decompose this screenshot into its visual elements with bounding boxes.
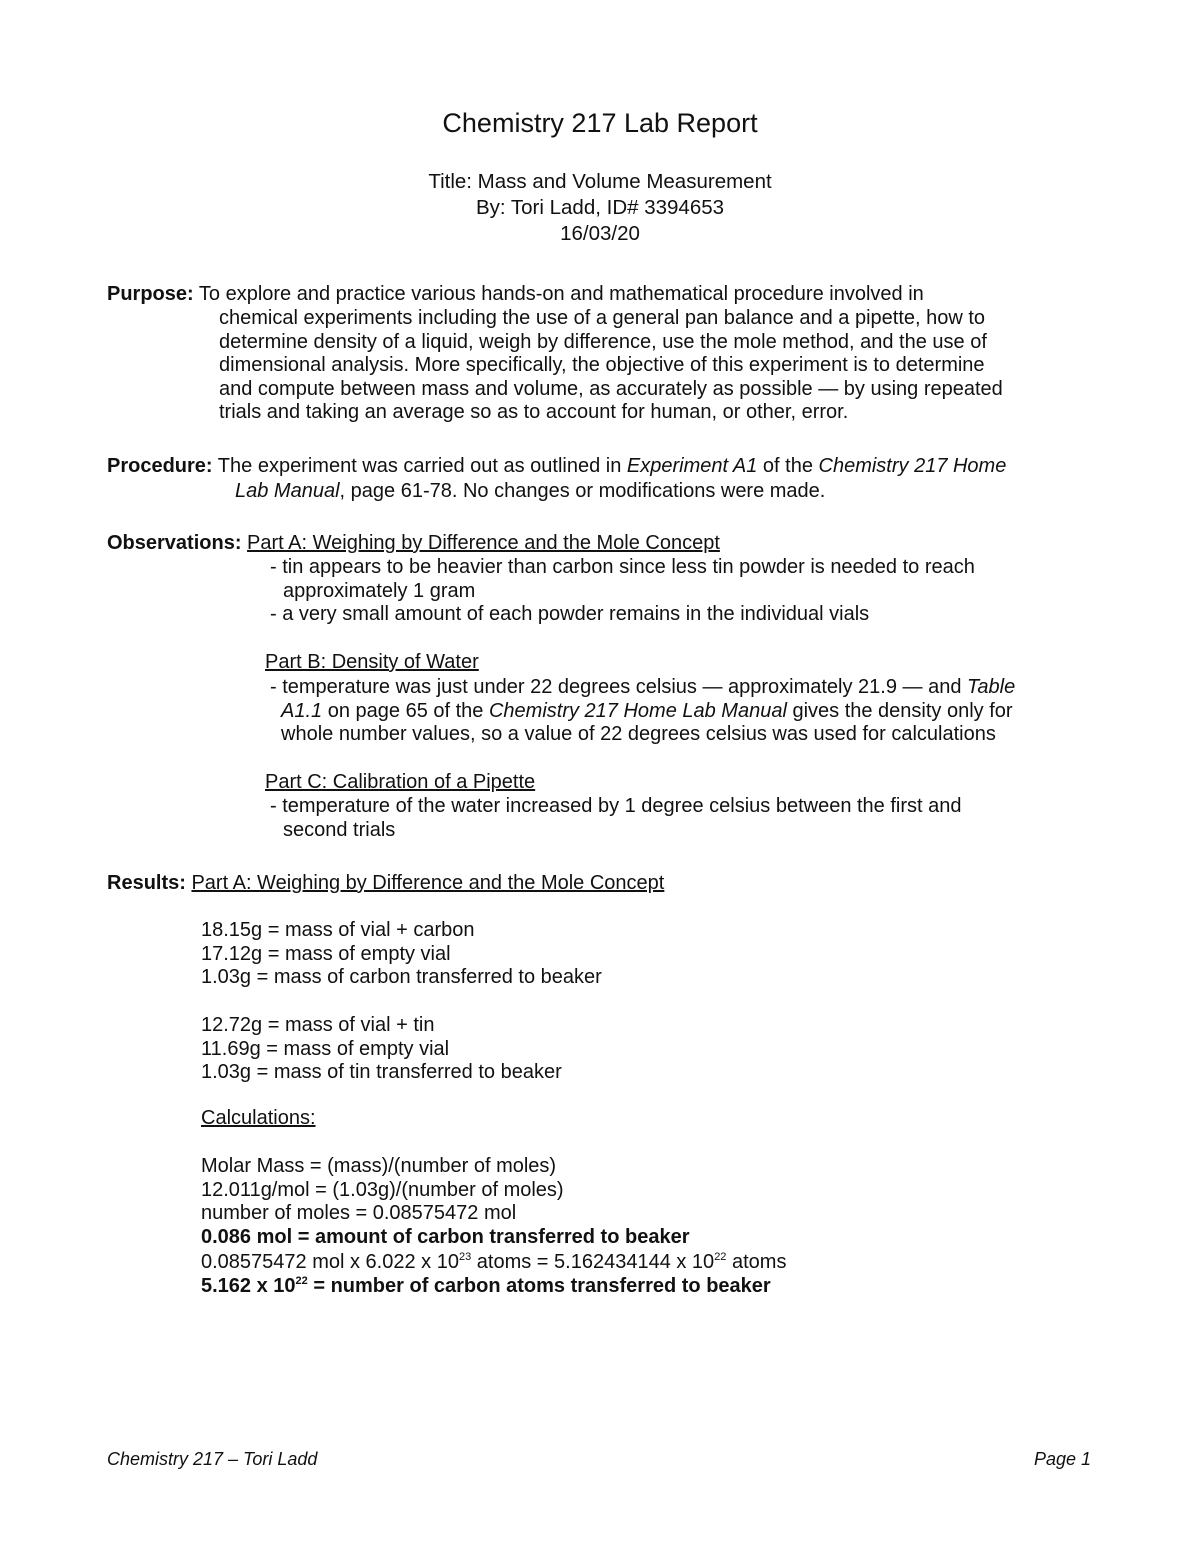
calculation-text: 0.08575472 mol x 6.022 x 10 bbox=[201, 1251, 459, 1274]
purpose-line: dimensional analysis. More specifically, the objective of this experiment is to determine bbox=[219, 354, 985, 377]
measurement-line: 18.15g = mass of vial + carbon bbox=[201, 919, 475, 941]
purpose-continuation bbox=[219, 307, 1003, 425]
measurement-line: 17.12g = mass of empty vial bbox=[201, 942, 451, 965]
procedure-section bbox=[107, 455, 1006, 479]
calculation-text: atoms = 5.162434144 x 10 bbox=[471, 1251, 715, 1274]
purpose-section bbox=[107, 283, 924, 307]
observation-part-b-heading bbox=[265, 651, 479, 675]
observation-part-c-list bbox=[270, 795, 962, 842]
exponent: 22 bbox=[295, 1274, 308, 1287]
observation-item: - temperature of the water increased by 1 degree celsius between the first and bbox=[270, 795, 962, 817]
result-text: = number of carbon atoms transferred to beaker bbox=[307, 1274, 771, 1297]
author-line: By: Tori Ladd, ID# 3394653 bbox=[475, 196, 725, 219]
calculation-line: 12.011g/mol = (1.03g)/(number of moles) bbox=[201, 1178, 564, 1201]
page-number: Page 1 bbox=[1033, 1449, 1091, 1469]
exponent: 22 bbox=[714, 1251, 727, 1264]
calculations bbox=[201, 1155, 786, 1299]
calculations-title: Calculations: bbox=[201, 1107, 316, 1129]
calculation-line: Molar Mass = (mass)/(number of moles) bbox=[201, 1155, 557, 1177]
observation-item: - tin appears to be heavier than carbon since less tin powder is needed to reach bbox=[270, 556, 975, 578]
measurement-line: 11.69g = mass of empty vial bbox=[201, 1037, 450, 1060]
purpose-line: chemical experiments including the use of a general pan balance and a pipette, how to bbox=[219, 307, 986, 329]
observation-text: - temperature was just under 22 degrees celsius — approximately 21.9 — and bbox=[270, 676, 968, 698]
procedure-text: The experiment was carried out as outlined in bbox=[217, 455, 627, 477]
results-section bbox=[107, 872, 664, 896]
table-reference: A1.1 bbox=[281, 699, 323, 722]
calculations-heading bbox=[201, 1107, 316, 1131]
report-title: Chemistry 217 Lab Report bbox=[442, 108, 758, 138]
results-part-a-heading: Part A: Weighing by Difference and the Mole Concept bbox=[191, 872, 665, 894]
purpose-line: determine density of a liquid, weigh by difference, use the mole method, and the use of bbox=[219, 330, 987, 353]
procedure-label: Procedure: bbox=[107, 455, 213, 477]
purpose-line: and compute between mass and volume, as accurately as possible — by using repeated bbox=[219, 377, 1003, 400]
procedure-continuation bbox=[235, 480, 825, 504]
results-label: Results: bbox=[107, 872, 186, 894]
observation-part-a-heading: Part A: Weighing by Difference and the Mole Concept bbox=[247, 532, 720, 554]
observation-part-c-heading bbox=[265, 771, 535, 795]
experiment-reference: Experiment A1 bbox=[626, 455, 758, 477]
procedure-text: of the bbox=[757, 455, 819, 477]
table-reference: Table bbox=[967, 676, 1016, 698]
carbon-measurements bbox=[201, 919, 602, 990]
observation-item: - a very small amount of each powder remains in the individual vials bbox=[270, 603, 870, 626]
atoms-calculation bbox=[201, 1251, 786, 1275]
atoms-result bbox=[201, 1275, 786, 1299]
result-text: 5.162 x 10 bbox=[201, 1274, 296, 1297]
observation-text: gives the density only for bbox=[786, 699, 1013, 722]
exponent: 23 bbox=[458, 1251, 472, 1264]
observation-item bbox=[270, 700, 1015, 724]
tin-measurements bbox=[201, 1014, 562, 1085]
report-subtitle: Title: Mass and Volume Measurement bbox=[428, 170, 772, 193]
observations-label: Observations: bbox=[107, 532, 242, 554]
observation-item: whole number values, so a value of 22 degrees celsius was used for calculations bbox=[281, 723, 996, 746]
measurement-line: 12.72g = mass of vial + tin bbox=[201, 1014, 435, 1036]
measurement-line: 1.03g = mass of tin transferred to beaker bbox=[201, 1061, 562, 1084]
measurement-line: 1.03g = mass of carbon transferred to beaker bbox=[201, 966, 602, 989]
observation-part-c-title: Part C: Calibration of a Pipette bbox=[265, 771, 536, 793]
procedure-text: , page 61-78. No changes or modifications were made. bbox=[339, 480, 826, 502]
calculation-line: number of moles = 0.08575472 mol bbox=[201, 1202, 517, 1225]
calculation-text: atoms bbox=[726, 1251, 787, 1274]
manual-reference: Chemistry 217 Home Lab Manual bbox=[488, 699, 787, 722]
moles-result: 0.086 mol = amount of carbon transferred to beaker bbox=[201, 1225, 690, 1248]
manual-reference: Chemistry 217 Home bbox=[818, 455, 1007, 477]
observation-item: approximately 1 gram bbox=[283, 579, 476, 602]
observations-section bbox=[107, 532, 720, 556]
observation-part-b-list bbox=[270, 676, 1015, 747]
purpose-line: trials and taking an average so as to account for human, or other, error. bbox=[219, 401, 849, 424]
observation-item: second trials bbox=[283, 818, 396, 841]
manual-reference: Lab Manual bbox=[235, 480, 340, 502]
purpose-line: To explore and practice various hands-on and mathematical procedure involved in bbox=[198, 283, 924, 305]
purpose-label: Purpose: bbox=[107, 283, 194, 305]
observation-text: on page 65 of the bbox=[322, 699, 489, 722]
observation-part-b-title: Part B: Density of Water bbox=[265, 651, 479, 673]
observation-item bbox=[270, 676, 1015, 700]
observation-part-a-list bbox=[270, 556, 975, 627]
footer-left: Chemistry 217 – Tori Ladd bbox=[107, 1449, 318, 1469]
report-date: 16/03/20 bbox=[560, 222, 640, 245]
